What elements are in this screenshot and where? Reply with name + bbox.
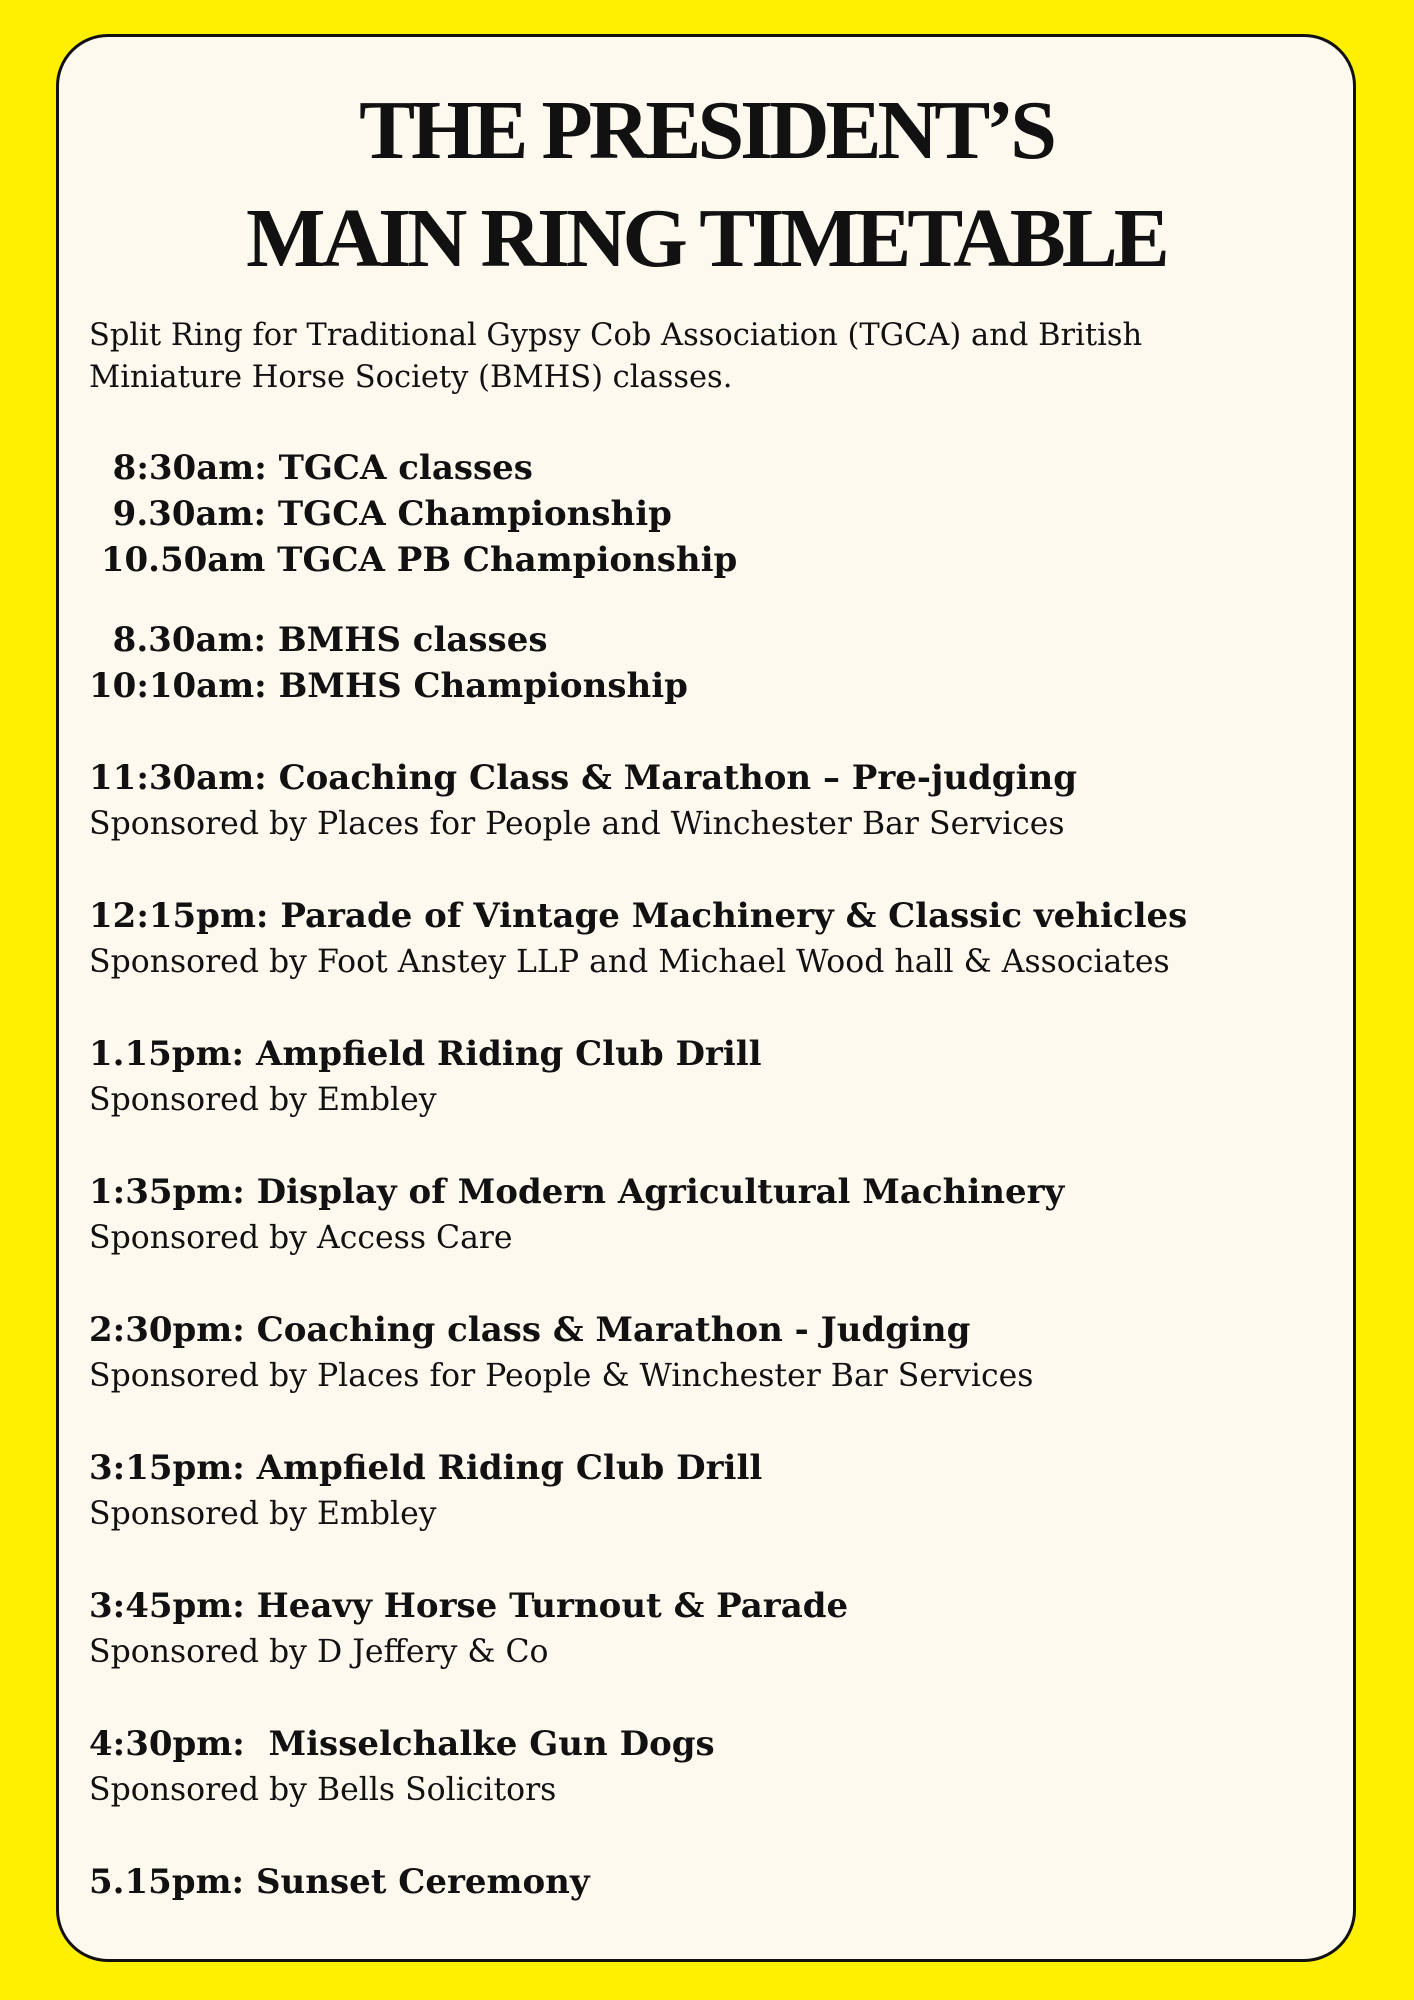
event-title: 11:30am: Coaching Class & Marathon – Pre-judging bbox=[89, 758, 1077, 798]
event-sponsor: Sponsored by D Jeffery & Co bbox=[89, 1634, 549, 1670]
event-entry bbox=[89, 1169, 1323, 1261]
event-entry bbox=[89, 1445, 1323, 1537]
event-sponsor: Sponsored by Places for People & Winchester Bar Services bbox=[89, 1358, 1034, 1394]
schedule-line: 10.50am TGCA PB Championship bbox=[89, 540, 738, 580]
event-entry bbox=[89, 1583, 1323, 1675]
event-sponsor: Sponsored by Foot Anstey LLP and Michael Wood hall & Associates bbox=[89, 944, 1170, 980]
event-sponsor: Sponsored by Embley bbox=[89, 1496, 437, 1532]
intro-text: Split Ring for Traditional Gypsy Cob Association (TGCA) and British Miniature Horse Society (BMHS) classes. bbox=[89, 318, 1143, 395]
event-entry bbox=[89, 1307, 1323, 1399]
timetable-card bbox=[56, 34, 1356, 1962]
schedule-line: 8.30am: BMHS classes bbox=[89, 620, 548, 660]
event-title: 4:30pm: Misselchalke Gun Dogs bbox=[89, 1724, 715, 1764]
event-entry bbox=[89, 1721, 1323, 1813]
event-entry bbox=[89, 1031, 1323, 1123]
event-title: 2:30pm: Coaching class & Marathon - Judging bbox=[89, 1310, 971, 1350]
schedule-line: 8:30am: TGCA classes bbox=[89, 448, 533, 488]
event-sponsor: Sponsored by Bells Solicitors bbox=[89, 1772, 557, 1808]
event-sponsor: Sponsored by Embley bbox=[89, 1082, 437, 1118]
event-title: 1:35pm: Display of Modern Agricultural Machinery bbox=[89, 1172, 1065, 1212]
title-line-2: MAIN RING TIMETABLE bbox=[246, 192, 1166, 285]
bmhs-schedule bbox=[89, 617, 1323, 709]
event-title: 3:15pm: Ampfield Riding Club Drill bbox=[89, 1448, 763, 1488]
page-title bbox=[89, 77, 1323, 293]
event-entry bbox=[89, 893, 1323, 985]
event-title: 5.15pm: Sunset Ceremony bbox=[89, 1862, 590, 1902]
event-sponsor: Sponsored by Places for People and Winchester Bar Services bbox=[89, 806, 1065, 842]
tgca-schedule bbox=[89, 445, 1323, 583]
event-title: 12:15pm: Parade of Vintage Machinery & Classic vehicles bbox=[89, 896, 1188, 936]
event-entry bbox=[89, 755, 1323, 847]
schedule-line: 10:10am: BMHS Championship bbox=[89, 666, 688, 706]
event-title: 1.15pm: Ampfield Riding Club Drill bbox=[89, 1034, 762, 1074]
events-list bbox=[89, 755, 1323, 1905]
title-line-1: THE PRESIDENT’S bbox=[359, 84, 1053, 177]
event-sponsor: Sponsored by Access Care bbox=[89, 1220, 513, 1256]
event-title: 3:45pm: Heavy Horse Turnout & Parade bbox=[89, 1586, 849, 1626]
event-entry bbox=[89, 1859, 1323, 1905]
schedule-line: 9.30am: TGCA Championship bbox=[89, 494, 672, 534]
